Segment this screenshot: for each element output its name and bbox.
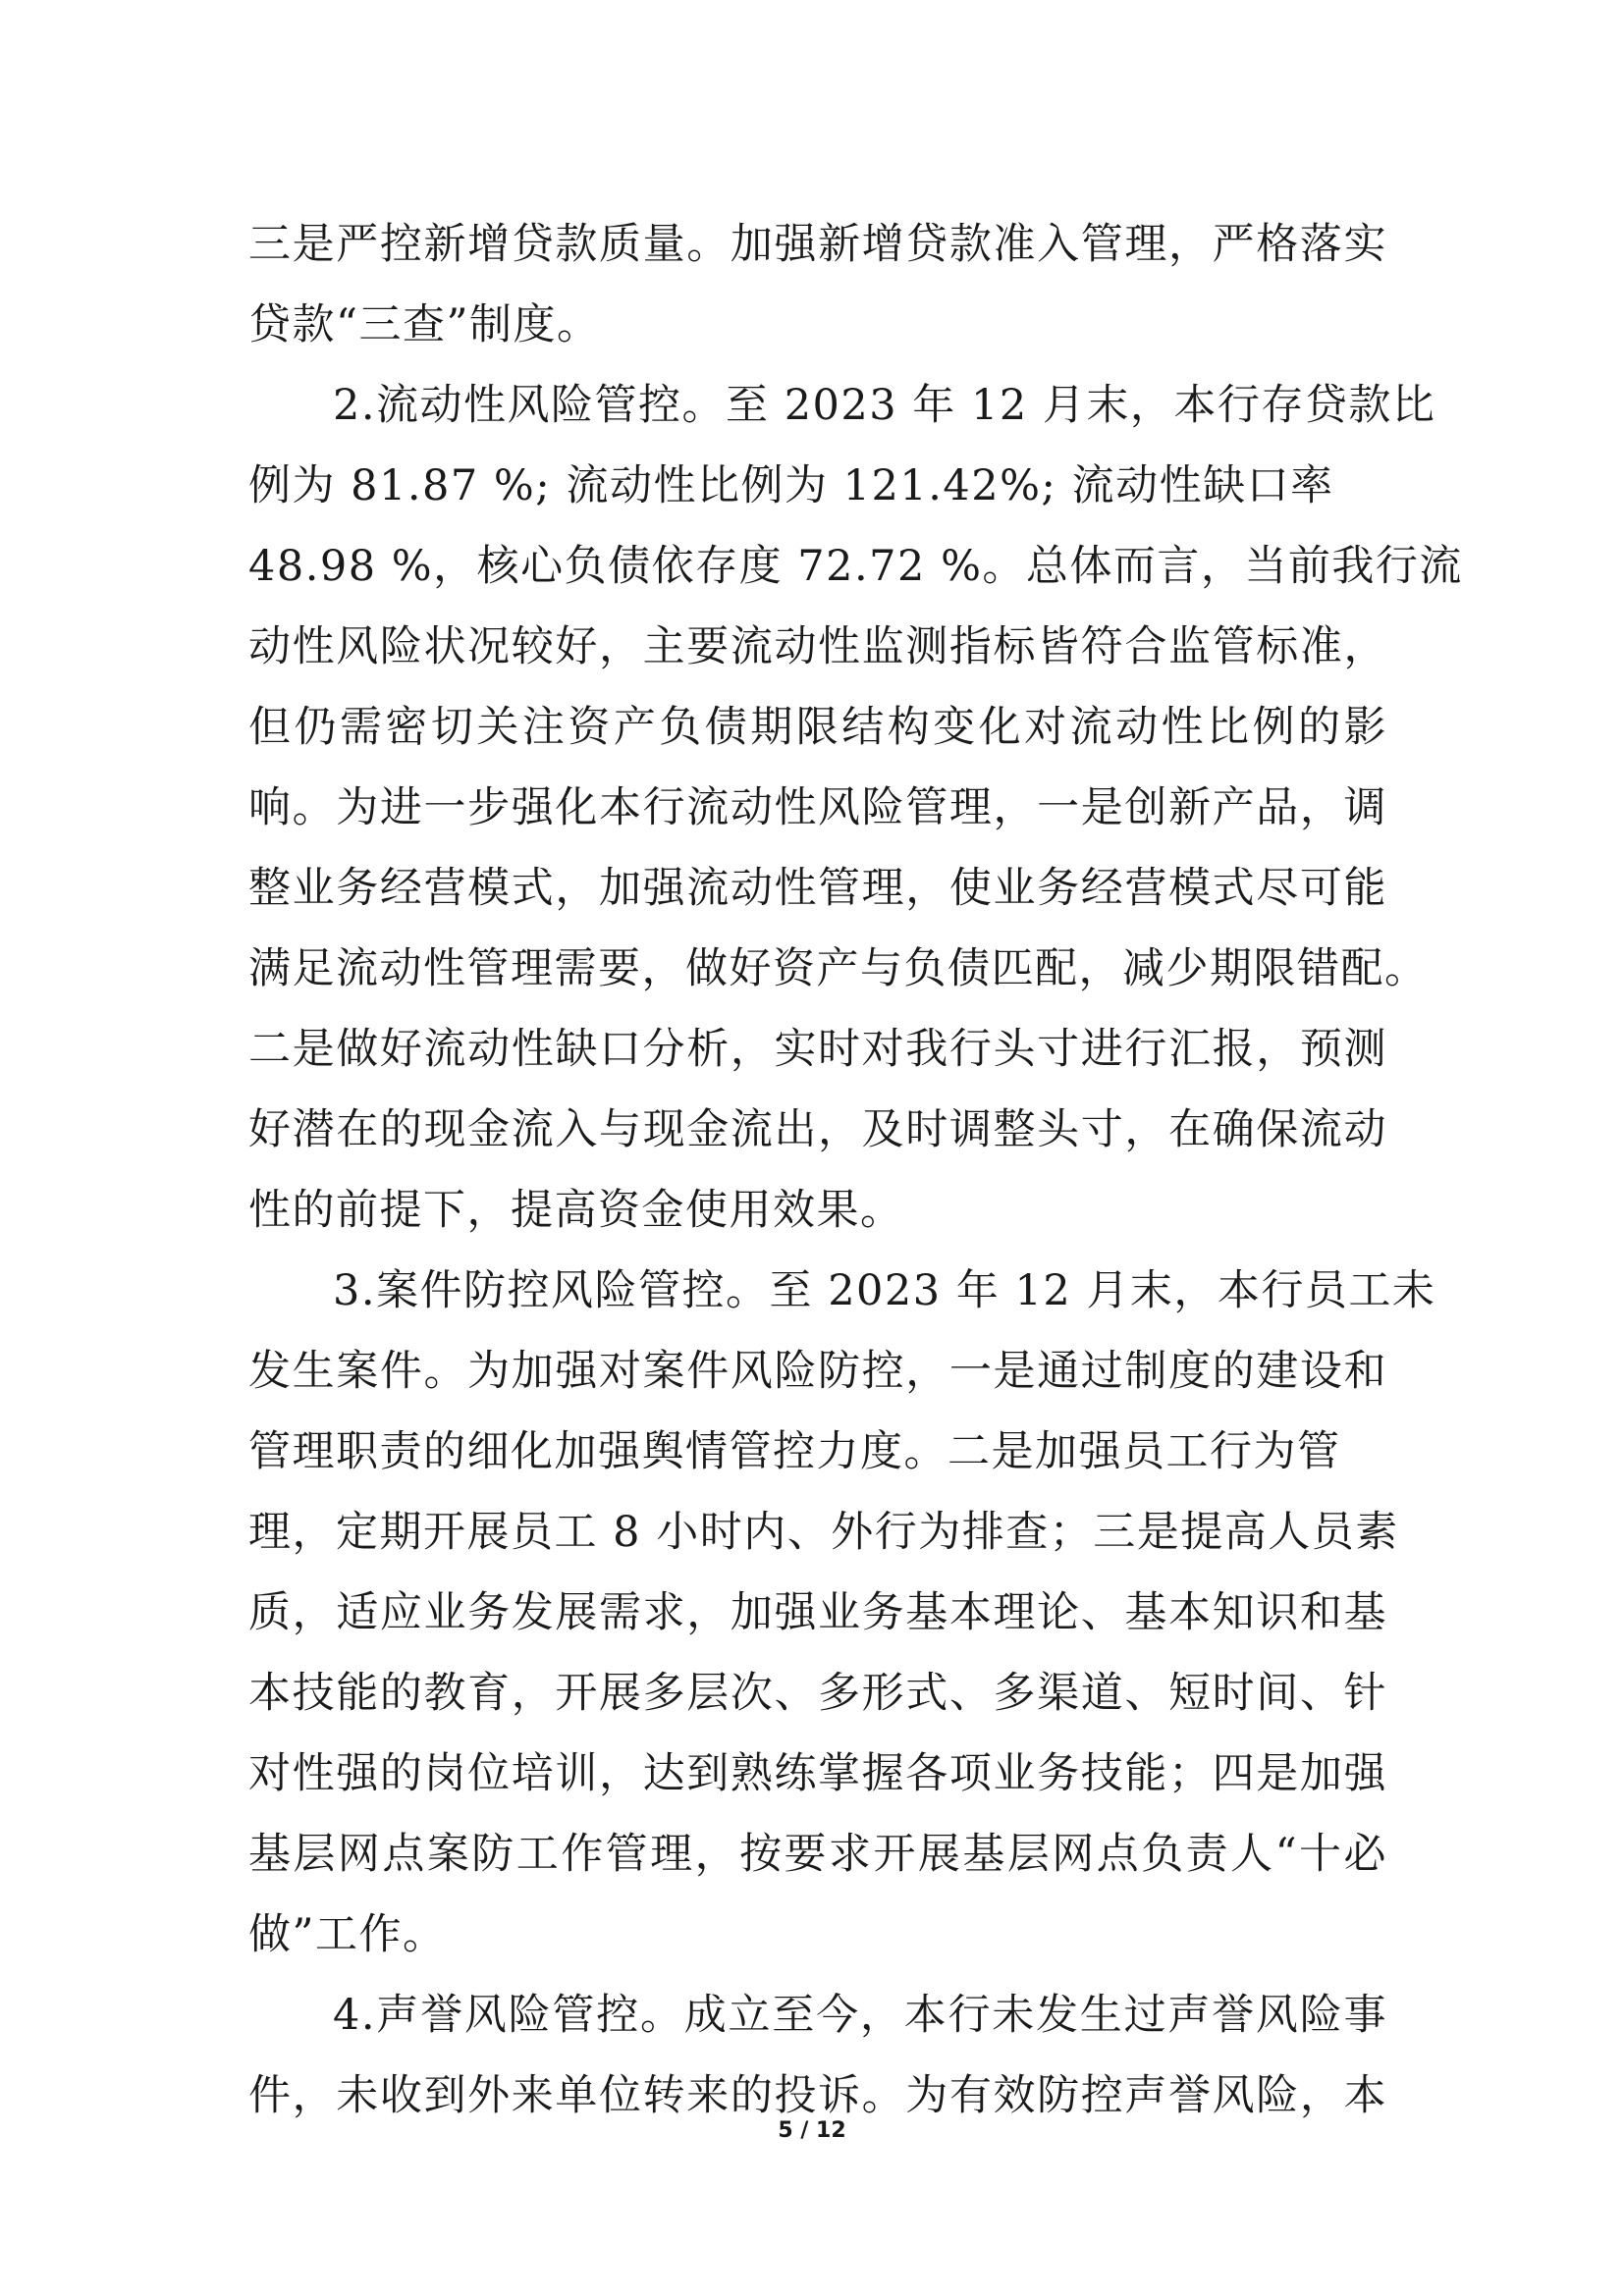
text-line: 理，定期开展员工 8 小时内、外行为排查；三是提高人员素 <box>248 1508 1399 1557</box>
text-line: 质，适应业务发展需求，加强业务基本理论、基本知识和基 <box>248 1588 1387 1637</box>
text-line: 做”工作。 <box>248 1910 447 1959</box>
text-line: 管理职责的细化加强舆情管控力度。二是加强员工行为管 <box>248 1427 1341 1476</box>
paragraph-heading-case-prevention: 3.案件防控风险管控。至 2023 年 12 月末，本行员工未 <box>333 1266 1436 1315</box>
text-line: 48.98 %，核心负债依存度 72.72 %。总体而言，当前我行流 <box>248 542 1463 591</box>
text-line: 件，未收到外来单位转来的投诉。为有效防控声誉风险，本 <box>248 2071 1387 2120</box>
text-line: 对性强的岗位培训，达到熟练掌握各项业务技能；四是加强 <box>248 1749 1387 1798</box>
text-line: 性的前提下，提高资金使用效果。 <box>248 1186 904 1235</box>
page-number: 5 / 12 <box>778 2118 846 2143</box>
text-line: 满足流动性管理需要，做好资产与负债匹配，减少期限错配。 <box>248 944 1429 993</box>
text-line: 三是严控新增贷款质量。加强新增贷款准入管理，严格落实 <box>248 220 1387 269</box>
text-line: 好潜在的现金流入与现金流出，及时调整头寸，在确保流动 <box>248 1105 1387 1154</box>
paragraph-heading-reputation-risk: 4.声誉风险管控。成立至今，本行未发生过声誉风险事 <box>333 1991 1387 2040</box>
paragraph-heading-liquidity-risk: 2.流动性风险管控。至 2023 年 12 月末，本行存贷款比 <box>333 381 1436 430</box>
body-text <box>248 204 1463 2136</box>
text-line: 动性风险状况较好，主要流动性监测指标皆符合监管标准， <box>248 622 1387 671</box>
text-line: 响。为进一步强化本行流动性风险管理，一是创新产品，调 <box>248 783 1387 832</box>
text-line: 本技能的教育，开展多层次、多形式、多渠道、短时间、针 <box>248 1669 1387 1718</box>
text-line: 贷款“三查”制度。 <box>248 300 601 349</box>
text-line: 发生案件。为加强对案件风险防控，一是通过制度的建设和 <box>248 1347 1387 1396</box>
text-line: 基层网点案防工作管理，按要求开展基层网点负责人“十必 <box>248 1830 1387 1879</box>
text-line: 二是做好流动性缺口分析，实时对我行头寸进行汇报，预测 <box>248 1025 1387 1074</box>
text-line: 但仍需密切关注资产负债期限结构变化对流动性比例的影 <box>248 703 1387 752</box>
text-line: 例为 81.87 %; 流动性比例为 121.42%; 流动性缺口率 <box>248 461 1334 510</box>
text-line: 整业务经营模式，加强流动性管理，使业务经营模式尽可能 <box>248 864 1387 913</box>
